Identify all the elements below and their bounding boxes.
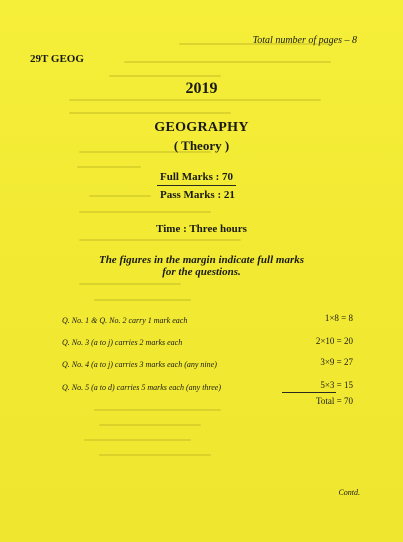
pass-marks: Pass Marks : 21 — [160, 189, 235, 201]
total-pages: Total number of pages – 8 — [252, 35, 357, 46]
marks-row-calc: 5×3 = 15 — [320, 380, 353, 390]
marks-row-question: Q. No. 4 (a to j) carries 3 marks each (any nine) — [62, 360, 217, 369]
instruction-note: The figures in the margin indicate full marks for the questions. — [98, 254, 305, 278]
paper-type: ( Theory ) — [173, 138, 230, 153]
marks-divider — [157, 185, 236, 186]
marks-row-calc: 1×8 = 8 — [324, 313, 353, 323]
marks-row-calc: 3×9 = 27 — [320, 357, 353, 367]
exam-time: Time : Three hours — [156, 223, 247, 235]
marks-row-question: Q. No. 1 & Q. No. 2 carry 1 mark each — [62, 316, 188, 325]
exam-year: 2019 — [185, 80, 218, 97]
marks-row-calc: 2×10 = 20 — [315, 336, 353, 346]
marks-row-question: Q. No. 5 (a to d) carries 5 marks each (any three) — [62, 383, 222, 392]
marks-row-question: Q. No. 3 (a to j) carries 2 marks each — [62, 338, 183, 347]
full-marks: Full Marks : 70 — [160, 171, 234, 183]
total-marks: Total = 70 — [316, 396, 353, 406]
paper-code: 29T GEOG — [30, 53, 84, 65]
subject-title: GEOGRAPHY — [154, 120, 249, 135]
total-divider — [282, 392, 336, 393]
continued-note: Contd. — [338, 488, 360, 497]
